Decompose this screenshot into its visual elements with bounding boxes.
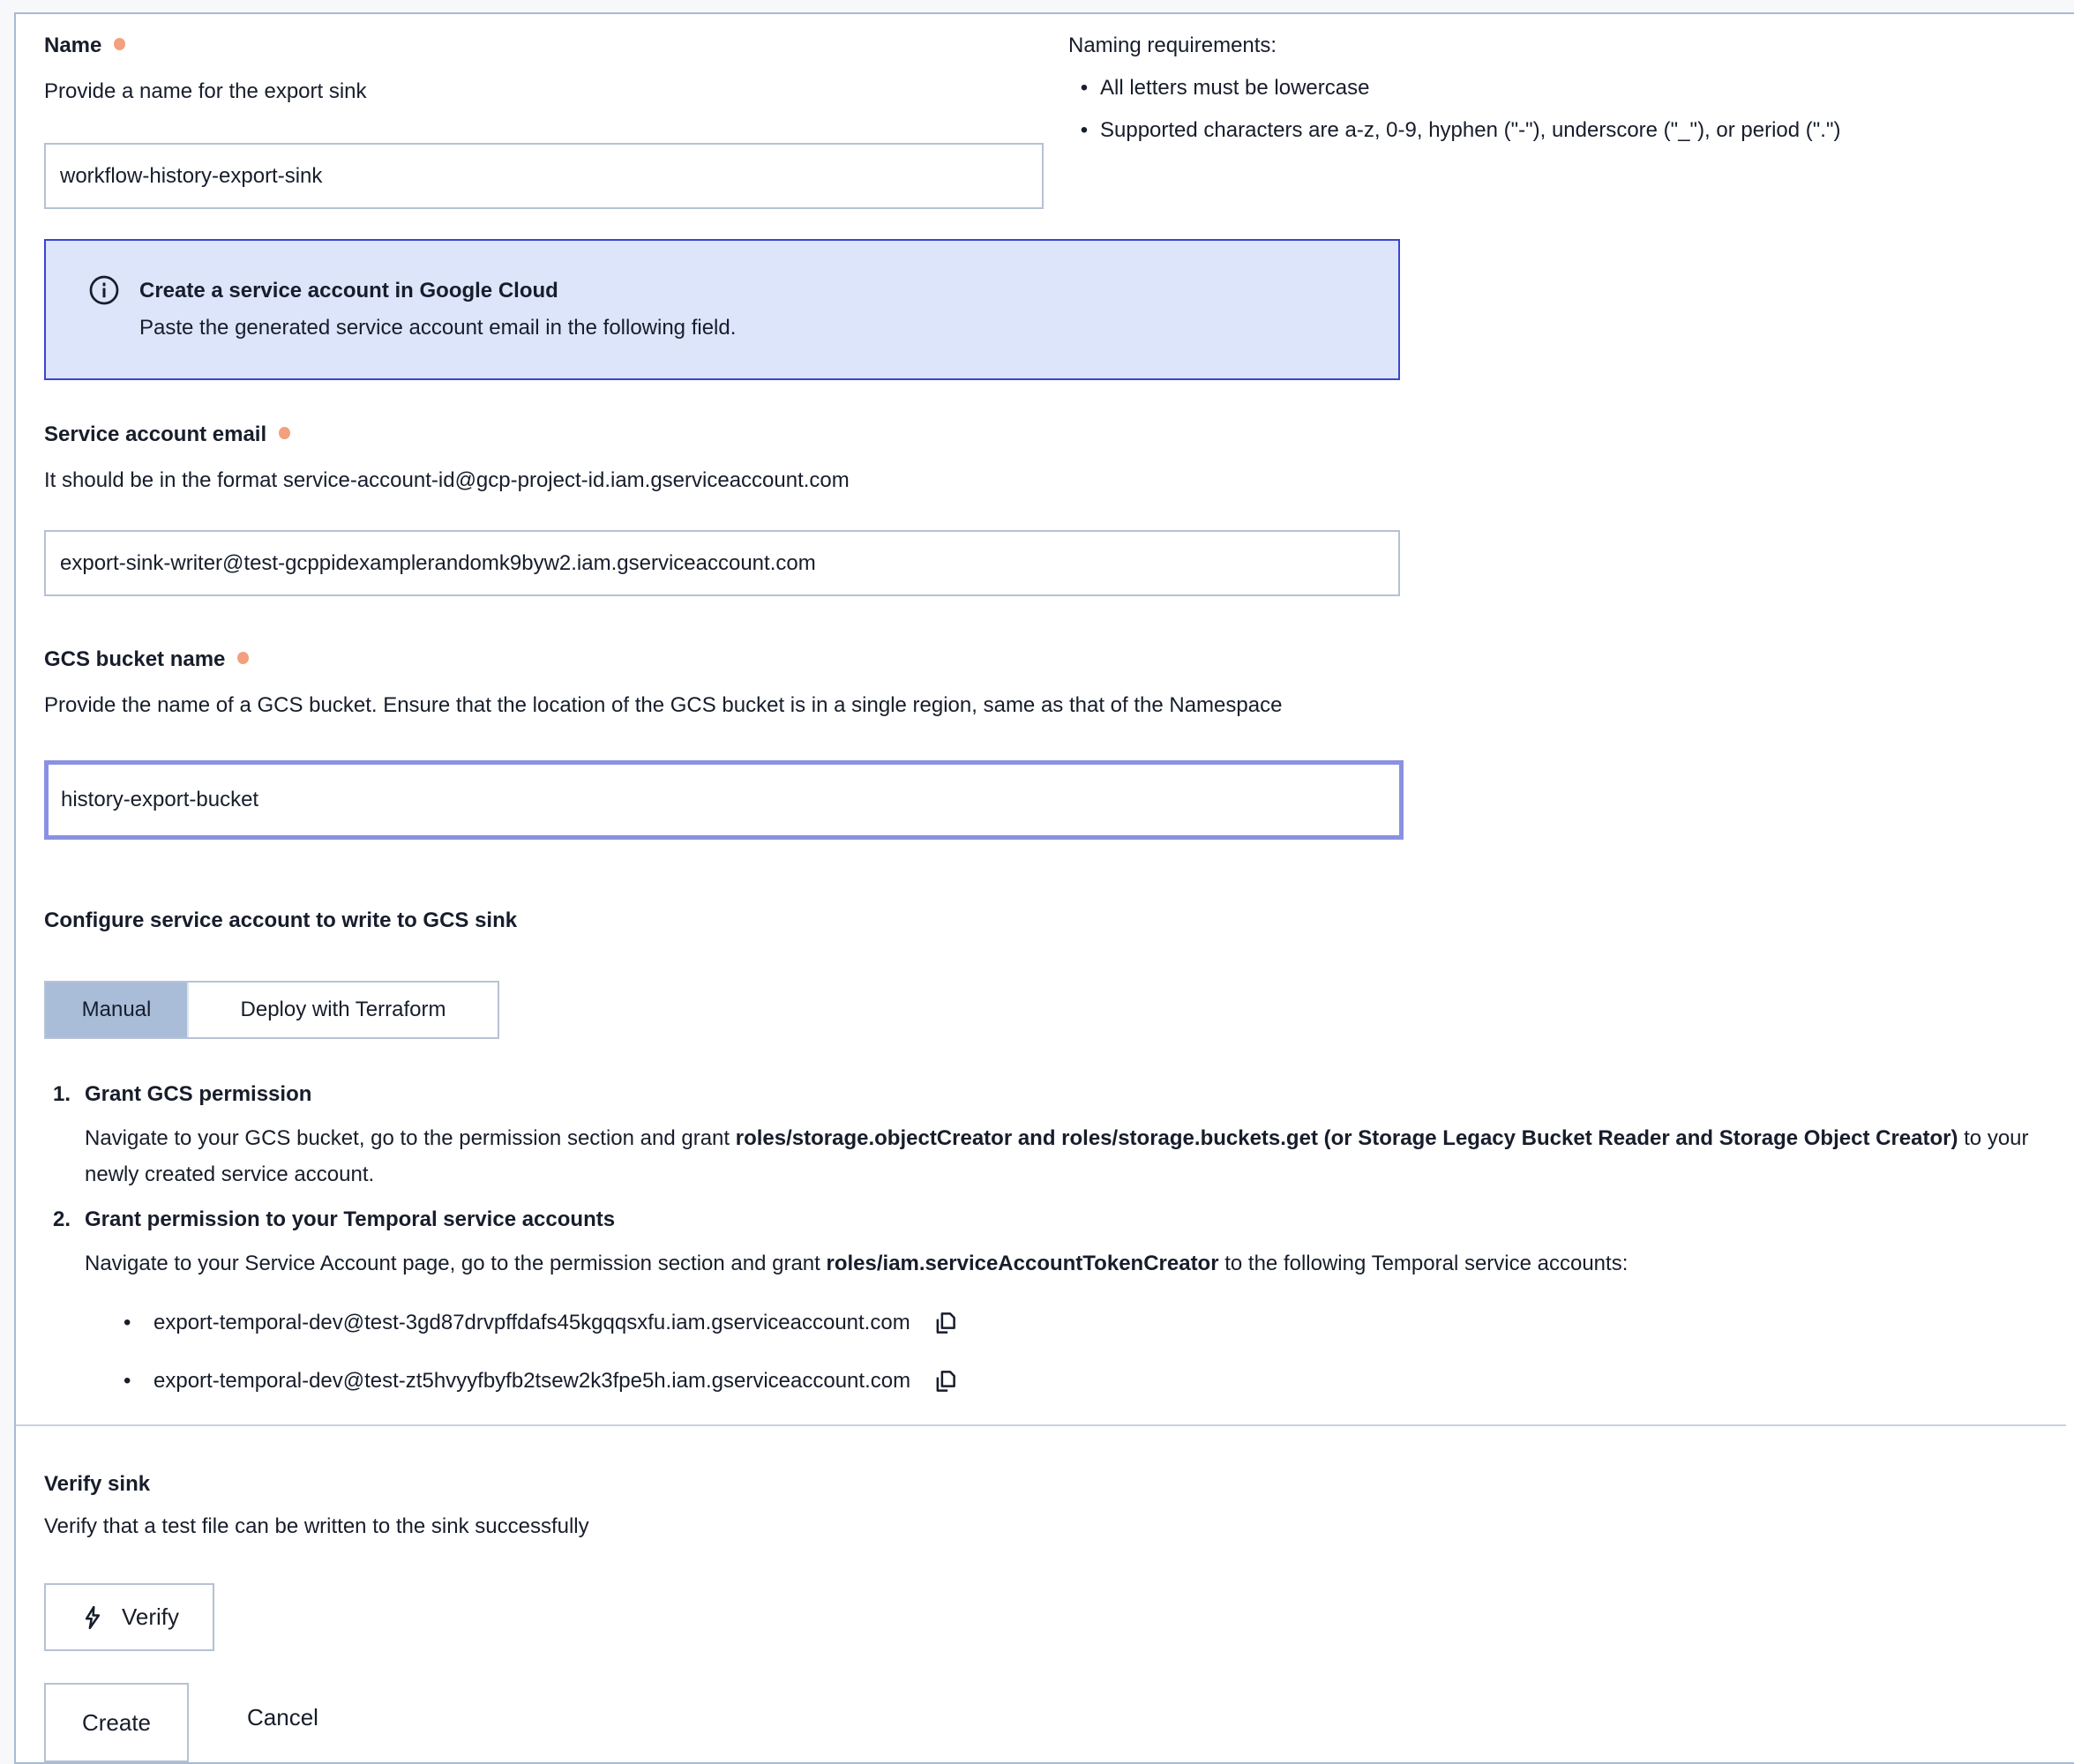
naming-requirement-text: All letters must be lowercase — [1100, 76, 1370, 100]
temporal-account-email: export-temporal-dev@test-zt5hvyyfbyfb2tsew2k3fpe5h.iam.gserviceaccount.com — [153, 1369, 911, 1393]
name-field-description: Provide a name for the export sink — [44, 79, 367, 103]
verify-button[interactable] — [44, 1583, 214, 1651]
step-1-title: Grant GCS permission — [85, 1082, 312, 1106]
info-banner-text — [139, 276, 736, 343]
section-divider — [16, 1424, 2066, 1426]
step-1-text-suffix: to your newly created service account. — [85, 1126, 2029, 1186]
step-2-text-suffix: to the following Temporal service accounts: — [1218, 1252, 1629, 1275]
bullet-icon: • — [124, 1311, 131, 1334]
step-2-text-prefix: Navigate to your Service Account page, go to the permission section and grant — [85, 1252, 827, 1275]
verify-button-label: Verify — [122, 1603, 180, 1630]
service-account-email-input[interactable] — [44, 530, 1400, 596]
name-and-requirements-row — [44, 32, 2074, 209]
create-button[interactable]: Create — [44, 1683, 189, 1762]
info-banner-title: Create a service account in Google Cloud — [139, 279, 558, 303]
configure-tabs — [44, 981, 499, 1039]
step-number: 2. — [53, 1207, 71, 1231]
tab-manual[interactable] — [46, 983, 187, 1037]
bucket-label: GCS bucket name — [44, 647, 226, 671]
copy-icon[interactable] — [932, 1366, 962, 1396]
step-2-text-bold: roles/iam.serviceAccountTokenCreator — [826, 1252, 1219, 1275]
service-account-description: It should be in the format service-account-id@gcp-project-id.iam.gserviceaccount.com — [44, 468, 850, 492]
naming-requirement-text: Supported characters are a-z, 0-9, hyphen ("-"), underscore ("_"), or period (".") — [1100, 118, 1841, 142]
required-indicator-dot — [237, 652, 249, 664]
bucket-label-row — [44, 646, 2074, 674]
bullet-icon: • — [1080, 118, 1089, 142]
step-2-body — [85, 1245, 2039, 1282]
temporal-account-row — [124, 1308, 2074, 1338]
lightning-icon — [79, 1604, 106, 1631]
configure-section-title: Configure service account to write to GCS sink — [44, 908, 518, 932]
form-actions — [44, 1683, 2074, 1762]
temporal-account-row — [124, 1366, 2074, 1396]
name-field-label: Name — [44, 34, 102, 57]
bullet-icon: • — [124, 1369, 131, 1393]
step-1-text-bold: roles/storage.objectCreator and roles/storage.buckets.get (or Storage Legacy Bucket Reader and Storage Object Creator) — [735, 1126, 1958, 1150]
step-1-body — [85, 1120, 2039, 1192]
temporal-service-accounts-list — [44, 1308, 2074, 1396]
naming-requirement-item — [1068, 74, 1840, 102]
service-account-info-banner — [44, 239, 1400, 380]
step-2-title: Grant permission to your Temporal service accounts — [85, 1207, 616, 1231]
sink-name-input[interactable] — [44, 143, 1044, 209]
gcs-bucket-name-input[interactable] — [44, 760, 1404, 840]
tab-terraform-label: Deploy with Terraform — [240, 998, 446, 1021]
verify-sink-title: Verify sink — [44, 1472, 151, 1496]
temporal-account-email: export-temporal-dev@test-3gd87drvpffdafs45kgqqsxfu.iam.gserviceaccount.com — [153, 1311, 910, 1334]
name-field-label-row — [44, 32, 1044, 60]
create-export-sink-card — [14, 12, 2074, 1764]
copy-icon[interactable] — [932, 1308, 962, 1338]
step-2-title-row — [53, 1205, 2074, 1235]
required-indicator-dot — [279, 427, 290, 439]
naming-requirements-title: Naming requirements: — [1068, 34, 1277, 57]
step-1-title-row — [53, 1080, 2074, 1110]
bullet-icon: • — [1080, 76, 1089, 100]
step-1-text-prefix: Navigate to your GCS bucket, go to the permission section and grant — [85, 1126, 736, 1150]
name-field-group — [44, 32, 1044, 209]
verify-sink-description: Verify that a test file can be written to the sink successfully — [44, 1514, 589, 1538]
bucket-description: Provide the name of a GCS bucket. Ensure that the location of the GCS bucket is in a single region, same as that of the Namespace — [44, 693, 1283, 717]
tab-deploy-with-terraform[interactable] — [187, 983, 498, 1037]
info-banner-body: Paste the generated service account email in the following field. — [139, 316, 737, 340]
tab-manual-label: Manual — [81, 998, 152, 1021]
service-account-label-row — [44, 421, 2074, 449]
info-icon — [88, 274, 120, 306]
required-indicator-dot — [114, 38, 125, 50]
service-account-label: Service account email — [44, 422, 267, 446]
cancel-button[interactable]: Cancel — [247, 1704, 318, 1730]
step-number: 1. — [53, 1082, 71, 1106]
naming-requirements — [1068, 32, 1840, 209]
manual-steps-list — [53, 1080, 2074, 1282]
naming-requirement-item — [1068, 116, 1840, 145]
